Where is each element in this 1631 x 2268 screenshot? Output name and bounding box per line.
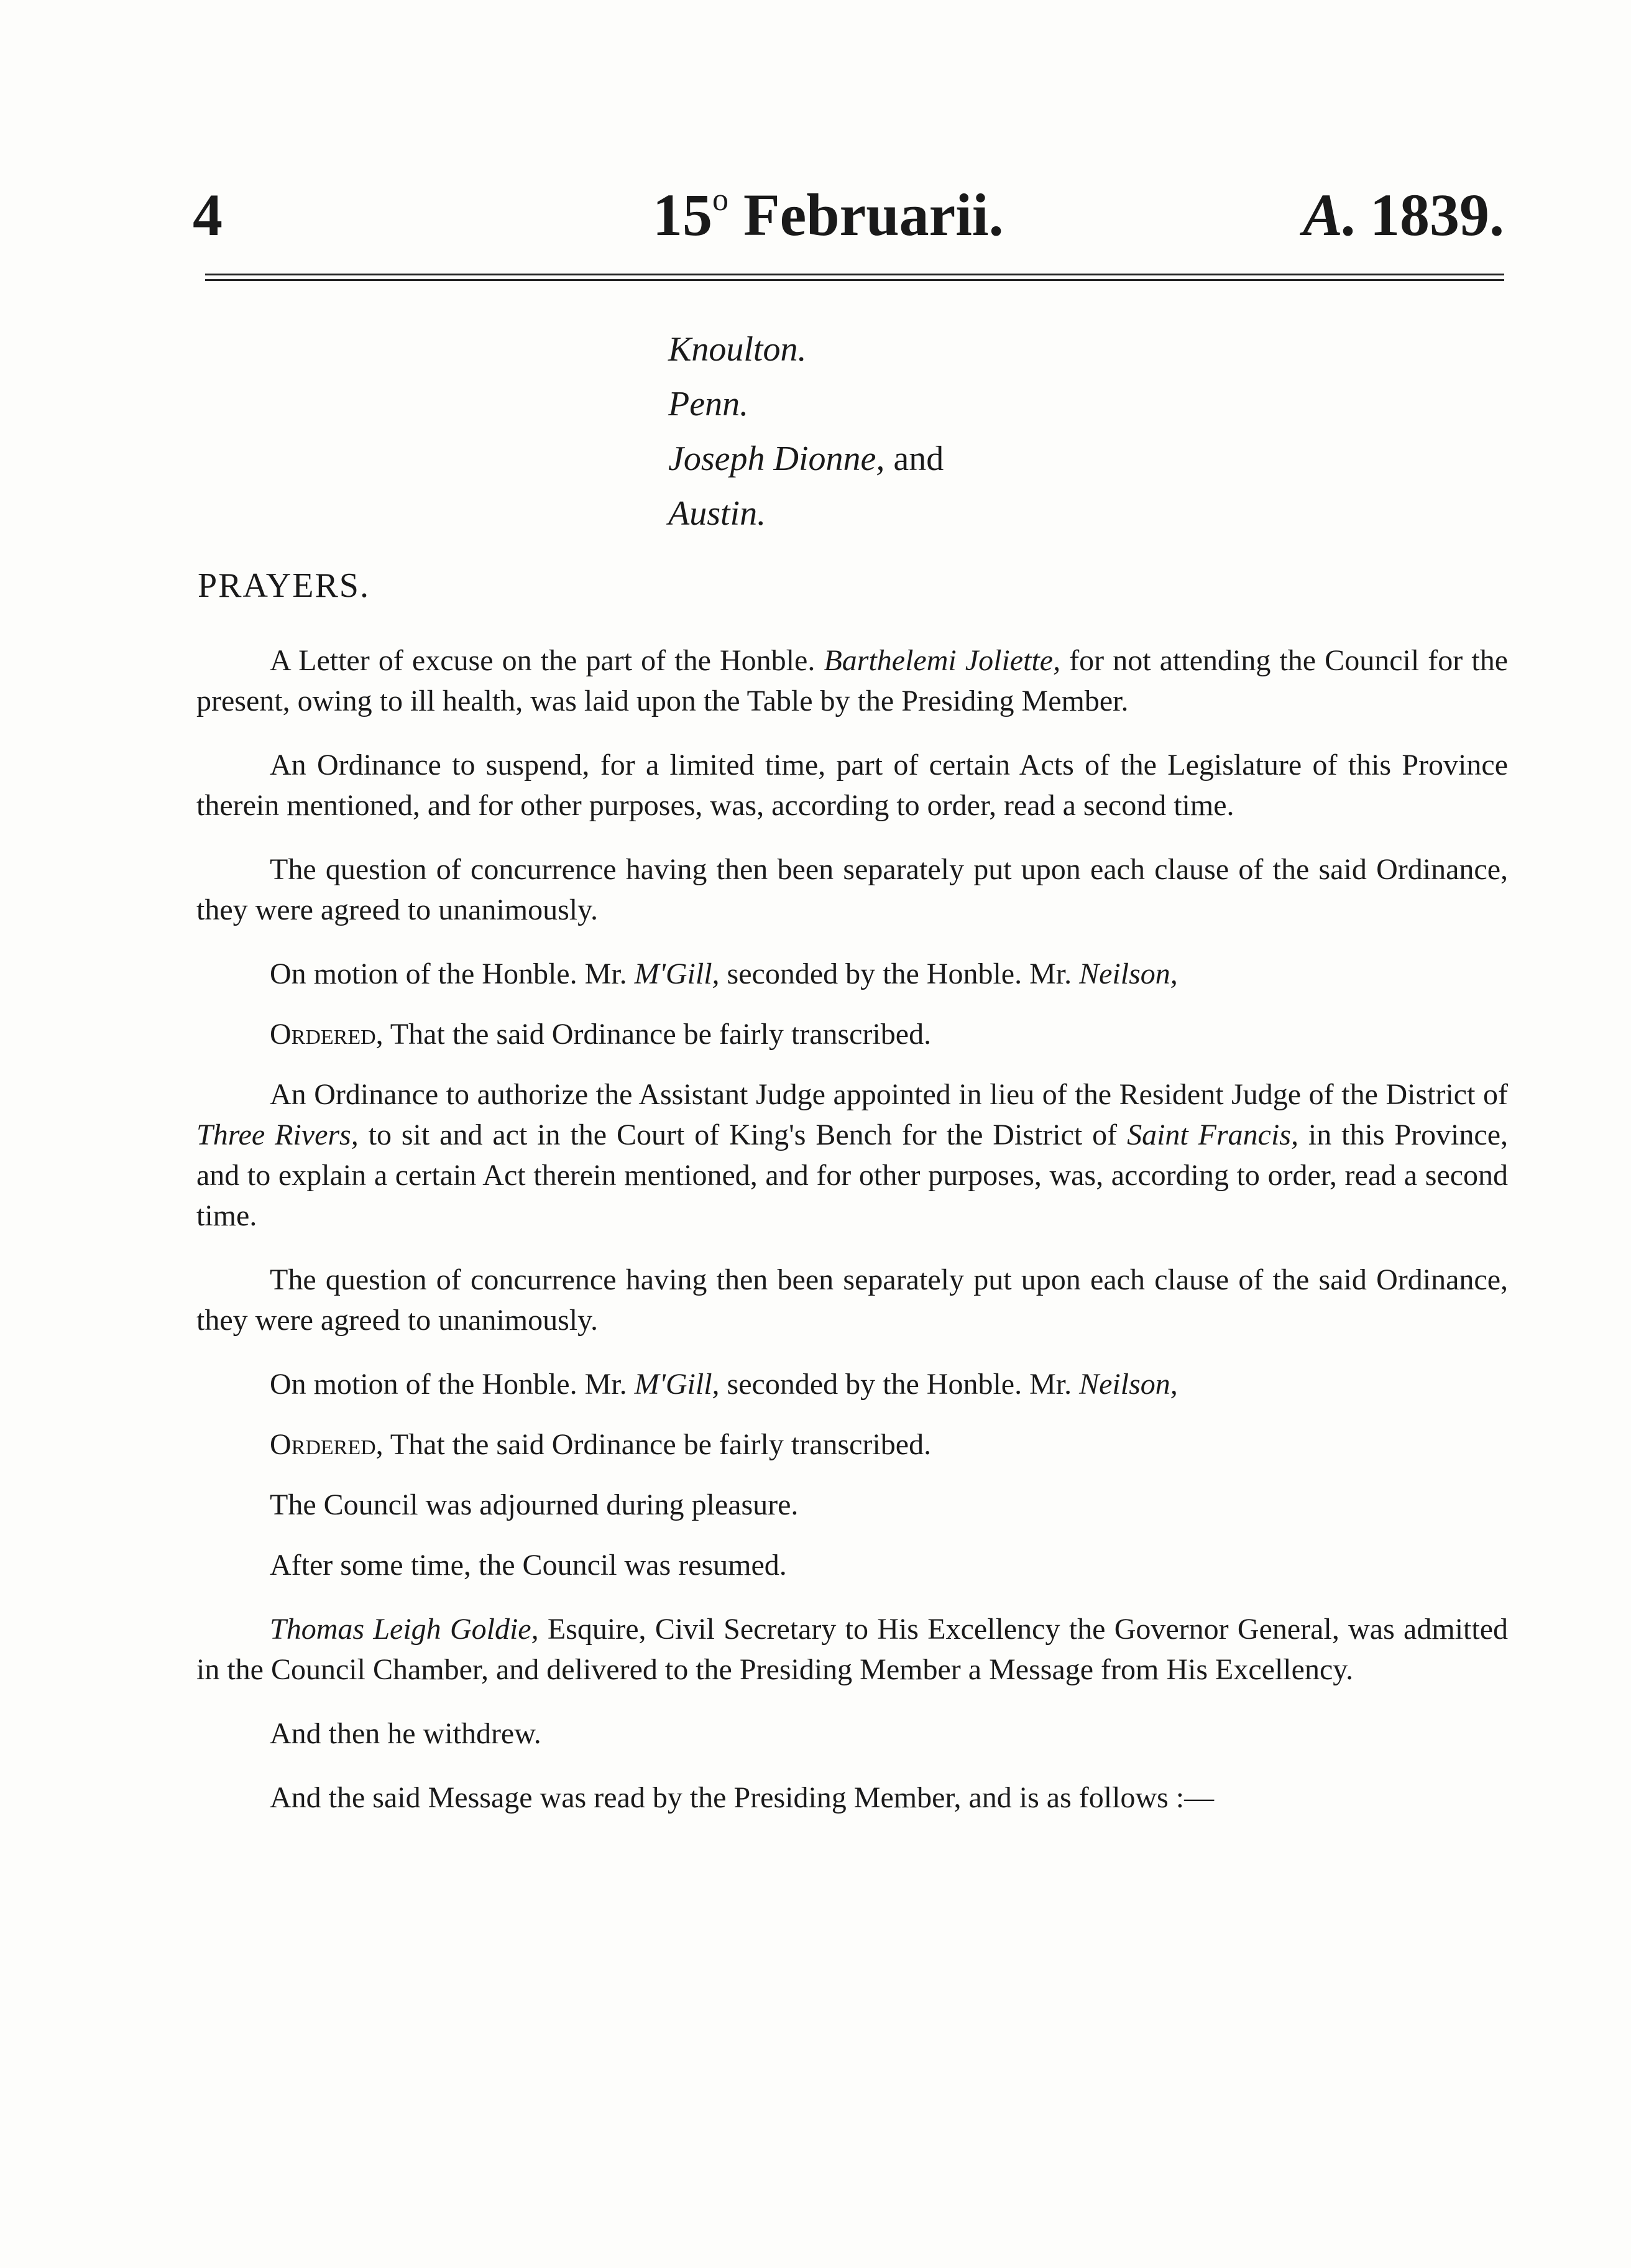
- date-month: Februarii.: [743, 182, 1004, 248]
- page-number: 4: [193, 182, 223, 248]
- paragraph-motion-1: [196, 954, 1508, 994]
- member-knoulton: Knoulton.: [668, 330, 807, 369]
- person-name: Neilson,: [1079, 957, 1178, 990]
- person-name: Neilson,: [1079, 1368, 1178, 1401]
- paragraph-secretary: [196, 1609, 1508, 1690]
- text-run: A Letter of excuse on the part of the Honble.: [270, 644, 824, 677]
- text-run: On motion of the Honble. Mr.: [270, 957, 635, 990]
- paragraph-ordinance-suspend: An Ordinance to suspend, for a limited time, part of certain Acts of the Legislature of this Province therein mentioned, and for other purposes, was, according to order, read a second time.: [196, 749, 1508, 822]
- paragraph-adjourned: The Council was adjourned during pleasure.: [270, 1488, 799, 1521]
- member-austin: Austin.: [668, 494, 766, 533]
- text-run: for not attending the Council for the present, owing to ill health, was laid upon the Table by the Presiding Member.: [196, 644, 1508, 717]
- text-run: On motion of the Honble. Mr.: [270, 1368, 635, 1401]
- and-conjunction: and: [884, 440, 944, 478]
- year: 1839.: [1370, 182, 1504, 248]
- text-run: to sit and act in the Court of King's Bench for the District of: [358, 1118, 1128, 1151]
- running-date: [653, 180, 1004, 249]
- ordered-label: Ordered,: [270, 1428, 384, 1461]
- date-superscript: o: [712, 182, 728, 218]
- paragraph-ordinance-judge: [196, 1074, 1508, 1236]
- section-title: PRAYERS.: [198, 566, 370, 605]
- text-run: in this Province, and to explain a certain Act therein mentioned, and for other purposes, was, according to order, read a second time.: [196, 1118, 1508, 1232]
- text-run: That the said Ordinance be fairly transcribed.: [383, 1428, 932, 1461]
- text-run: Esquire, Civil Secretary to His Excellency the Governor General, was admitted in the Council Chamber, and delivered to the Presiding Member a Message from His Excellency.: [196, 1613, 1509, 1686]
- place-name: Saint Francis,: [1127, 1118, 1298, 1151]
- year-heading: [1303, 180, 1504, 249]
- anno-mark: A.: [1302, 182, 1358, 248]
- text-run: An Ordinance to authorize the Assistant Judge appointed in lieu of the Resident Judge of the District of: [270, 1078, 1508, 1111]
- person-name: Barthelemi Joliette,: [824, 644, 1061, 677]
- paragraph-concurrence-2: The question of concurrence having then been separately put upon each clause of the said Ordinance, they were agreed to unanimously.: [196, 1263, 1508, 1337]
- date-day: 15: [653, 182, 712, 248]
- member-dionne-line: [668, 431, 944, 486]
- minutes-body: [196, 640, 1508, 1842]
- text-run: seconded by the Honble. Mr.: [719, 1368, 1080, 1401]
- paragraph-withdrew: And then he withdrew.: [270, 1717, 541, 1750]
- page-header: [193, 180, 1504, 261]
- text-run: That the said Ordinance be fairly transcribed.: [383, 1018, 932, 1051]
- paragraph-resumed: After some time, the Council was resumed.: [270, 1549, 787, 1582]
- person-name: M'Gill,: [634, 1368, 720, 1401]
- place-name: Three Rivers,: [196, 1118, 359, 1151]
- paragraph-motion-2: [196, 1364, 1508, 1404]
- member-dionne: Joseph Dionne,: [668, 440, 885, 478]
- paragraph-concurrence-1: The question of concurrence having then been separately put upon each clause of the said Ordinance, they were agreed to unanimously.: [196, 853, 1508, 926]
- paragraph-letter-excuse: [196, 640, 1508, 721]
- members-list: [668, 322, 944, 541]
- person-name: M'Gill,: [634, 957, 720, 990]
- text-run: seconded by the Honble. Mr.: [719, 957, 1080, 990]
- paragraph-ordered-2: [196, 1424, 1508, 1465]
- ordered-label: Ordered,: [270, 1018, 384, 1051]
- header-rule: [205, 274, 1504, 281]
- paragraph-message-read: And the said Message was read by the Presiding Member, and is as follows :—: [270, 1781, 1215, 1814]
- member-penn: Penn.: [668, 385, 749, 423]
- person-name: Thomas Leigh Goldie,: [270, 1613, 539, 1646]
- paragraph-ordered-1: [196, 1014, 1508, 1054]
